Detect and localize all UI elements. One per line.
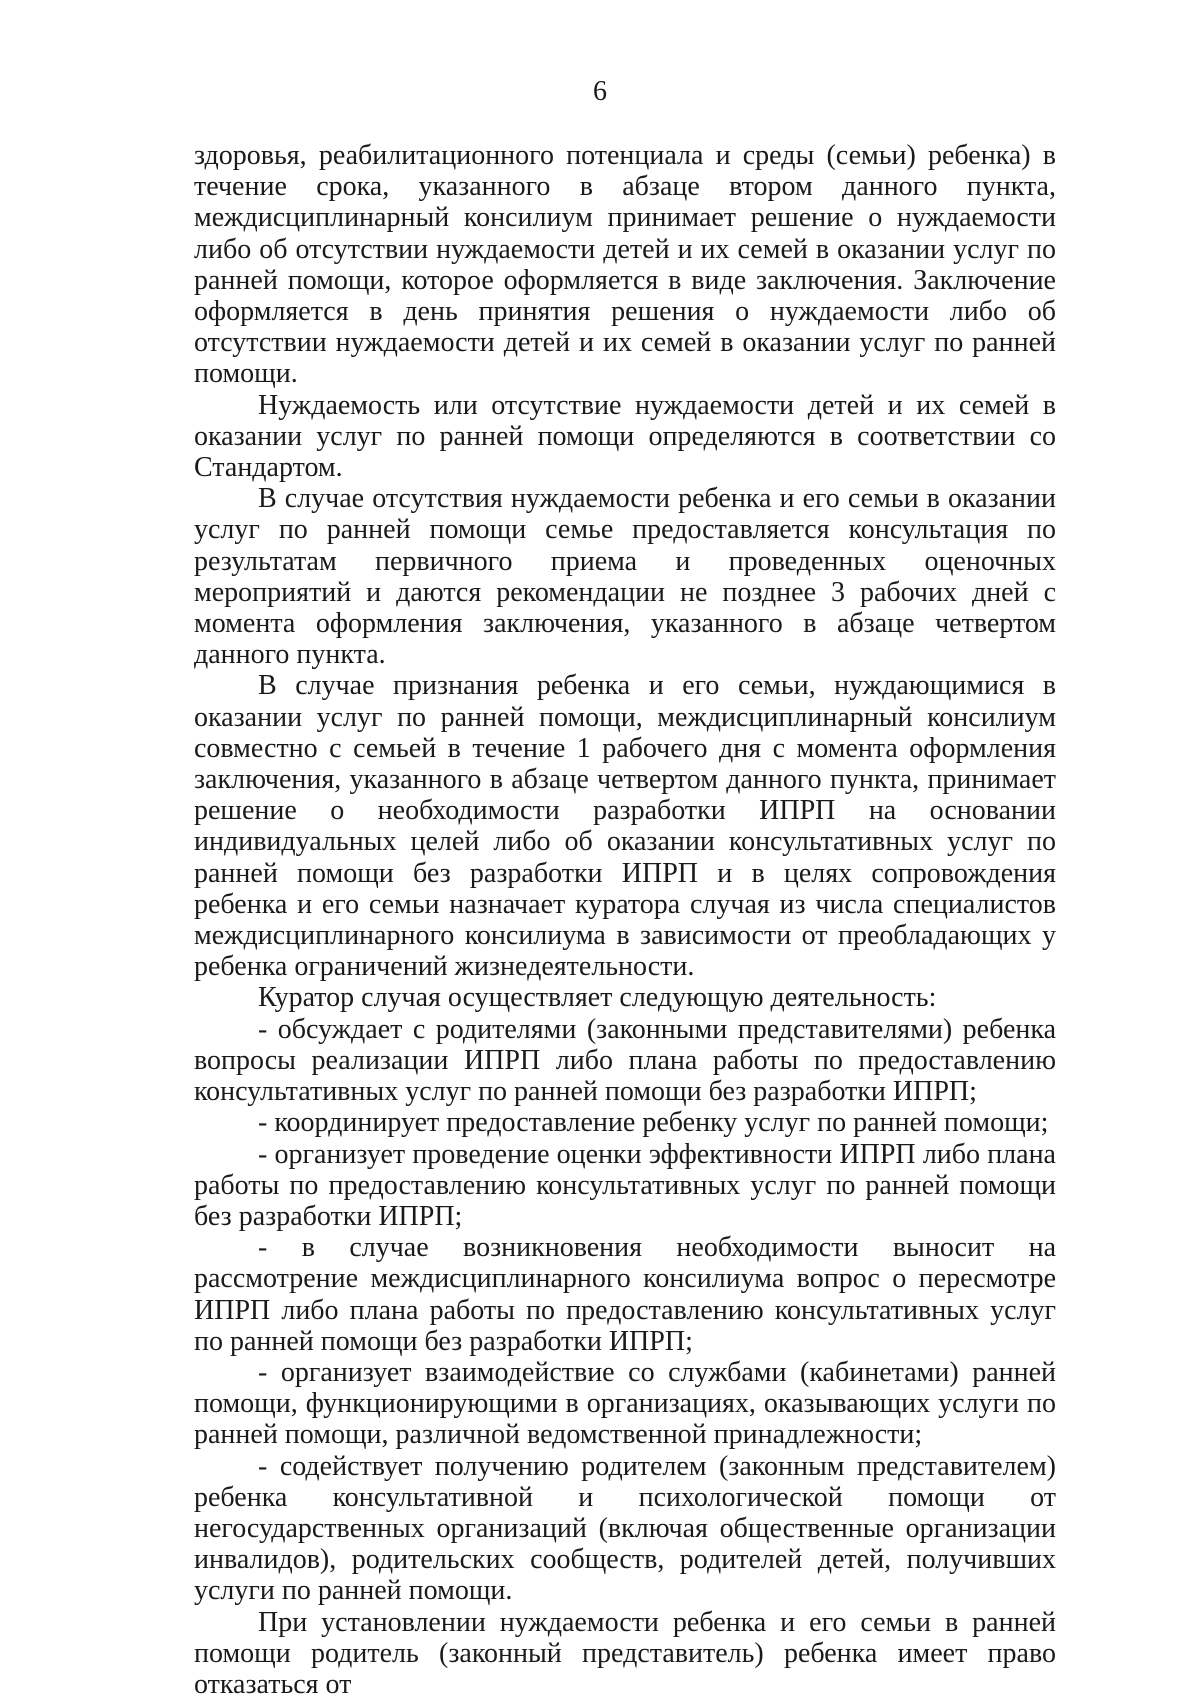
list-item-assistance: - содействует получению родителем (законным представителем) ребенка консультативной и психологической помощи от негосударственных организаций (включая общественные организации инвалидов), родительских сообществ, родителей детей, получивших услуги по ранней помощи. [194, 1450, 1056, 1607]
list-item-review: - в случае возникновения необходимости выносит на рассмотрение междисциплинарного консилиума вопрос о пересмотре ИПРП либо плана работы по предоставлению консультативных услуг по ранней помощи без разработки ИПРП; [194, 1232, 1056, 1357]
paragraph-continuation: здоровья, реабилитационного потенциала и среды (семьи) ребенка) в течение срока, указанного в абзаце втором данного пункта, междисциплинарный консилиум принимает решение о нуждаемости либо об отсутствии нуждаемости детей и их семей в оказании услуг по ранней помощи, которое оформляется в виде заключения. Заключение оформляется в день принятия решения о нуждаемости либо об отсутствии нуждаемости детей и их семей в оказании услуг по ранней помощи. [194, 140, 1056, 390]
list-item-coordinates: - координирует предоставление ребенку услуг по ранней помощи; [258, 1107, 1049, 1139]
paragraph-need-definition: Нуждаемость или отсутствие нуждаемости детей и их семей в оказании услуг по ранней помощи определяются в соответствии со Стандартом. [194, 389, 1056, 484]
paragraph-curator-intro: Куратор случая осуществляет следующую деятельность: [258, 982, 937, 1014]
page-number: 6 [593, 76, 607, 107]
document-body [194, 140, 1056, 1700]
paragraph-right-to-refuse: При установлении нуждаемости ребенка и его семьи в ранней помощи родитель (законный представитель) ребенка имеет право отказаться от [194, 1606, 1056, 1700]
list-item-evaluation: - организует проведение оценки эффективности ИПРП либо плана работы по предоставлению консультативных услуг по ранней помощи без разработки ИПРП; [194, 1138, 1056, 1232]
list-item-discusses: - обсуждает с родителями (законными представителями) ребенка вопросы реализации ИПРП либо плана работы по предоставлению консультативных услуг по ранней помощи без разработки ИПРП; [194, 1013, 1056, 1108]
paragraph-no-need-case: В случае отсутствия нуждаемости ребенка и его семьи в оказании услуг по ранней помощи семье предоставляется консультация по результатам первичного приема и проведенных оценочных мероприятий и даются рекомендации не позднее 3 рабочих дней с момента оформления заключения, указанного в абзаце четвертом данного пункта. [194, 483, 1056, 671]
paragraph-need-recognized-case: В случае признания ребенка и его семьи, нуждающимися в оказании услуг по ранней помощи, междисциплинарный консилиум совместно с семьей в течение 1 рабочего дня с момента оформления заключения, указанного в абзаце четвертом данного пункта, принимает решение о необходимости разработки ИПРП на основании индивидуальных целей либо об оказании консультативных услуг по ранней помощи без разработки ИПРП и в целях сопровождения ребенка и его семьи назначает куратора случая из числа специалистов междисциплинарного консилиума в зависимости от преобладающих у ребенка ограничений жизнедеятельности. [194, 670, 1056, 983]
list-item-interaction: - организует взаимодействие со службами (кабинетами) ранней помощи, функционирующими в организациях, оказывающих услуги по ранней помощи, различной ведомственной принадлежности; [194, 1356, 1056, 1451]
